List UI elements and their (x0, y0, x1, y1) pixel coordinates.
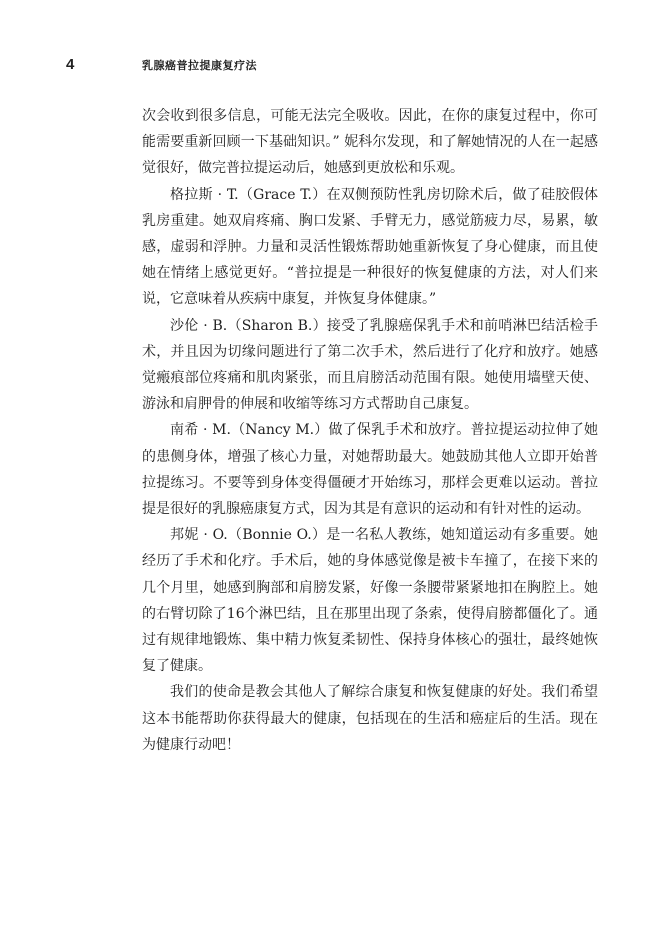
page-header (66, 56, 257, 78)
paragraph-grace: 格拉斯 · T.（Grace T.）在双侧预防性乳房切除术后，做了硅胶假体乳房重建。她双肩疼痛、胸口发紧、手臂无力，感觉筋疲力尽，易累，敏感，虚弱和浮肿。力量和灵活性锻炼帮助她重新恢复了身心健康，而且使她在情绪上感觉更好。“普拉提是一种很好的恢复健康的方法，对人们来说，它意味着从疾病中康复，并恢复身体健康。” (142, 186, 598, 308)
paragraph-sharon: 沙伦 · B.（Sharon B.）接受了乳腺癌保乳手术和前哨淋巴结活检手术，并且因为切缘问题进行了第二次手术，然后进行了化疗和放疗。她感觉瘢痕部位疼痛和肌肉紧张，而且肩膀活动范围有限。她使用墙壁天使、游泳和肩胛骨的伸展和收缩等练习方式帮助自己康复。 (142, 317, 598, 413)
paragraph-nancy: 南希 · M.（Nancy M.）做了保乳手术和放疗。普拉提运动拉伸了她的患侧身体，增强了核心力量，对她帮助最大。她鼓励其他人立即开始普拉提练习。不要等到身体变得僵硬才开始练习，那样会更难以运动。普拉提是很好的乳腺癌康复方式，因为其是有意识的运动和有针对性的运动。 (142, 422, 598, 518)
paragraph-continuation: 次会收到很多信息，可能无法完全吸收。因此，在你的康复过程中，你可能需要重新回顾一下基础知识。” 妮科尔发现，和了解她情况的人在一起感觉很好，做完普拉提运动后，她感到更放松和乐观。 (142, 108, 598, 177)
paragraph-mission: 我们的使命是教会其他人了解综合康复和恢复健康的好处。我们希望这本书能帮助你获得最大的健康，包括现在的生活和癌症后的生活。现在为健康行动吧！ (142, 684, 598, 753)
paragraph-bonnie: 邦妮 · O.（Bonnie O.）是一名私人教练，她知道运动有多重要。她经历了手术和化疗。手术后，她的身体感觉像是被卡车撞了，在接下来的几个月里，她感到胸部和肩膀发紧，好像一条腰带紧紧地扣在胸腔上。她的右臂切除了16个淋巴结，且在那里出现了条索，使得肩膀都僵化了。通过有规律地锻炼、集中精力恢复柔韧性、保持身体核心的强壮，最终她恢复了健康。 (142, 527, 598, 675)
page-number: 4 (66, 56, 75, 73)
running-title: 乳腺癌普拉提康复疗法 (142, 59, 257, 72)
body-text (142, 103, 598, 758)
